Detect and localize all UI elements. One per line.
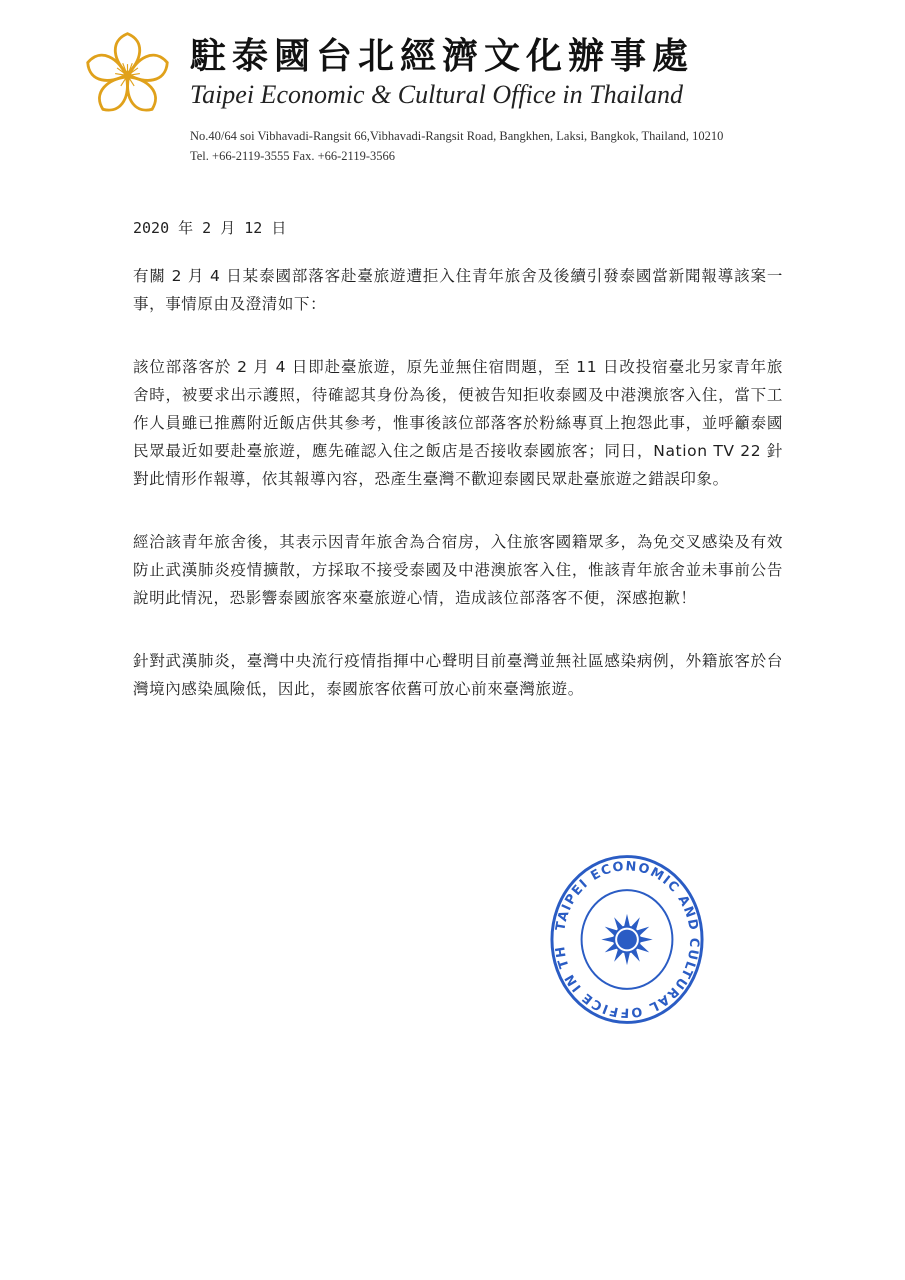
plum-blossom-logo-icon <box>80 28 175 123</box>
phone-fax-line: Tel. +66-2119-3555 Fax. +66-2119-3566 <box>190 149 395 163</box>
svg-text:TAIPEI ECONOMIC AND CULTURAL O: TAIPEI ECONOMIC AND CULTURAL OFFICE IN TH <box>552 859 702 1020</box>
office-name-english: Taipei Economic & Cultural Office in Thailand <box>190 80 684 109</box>
office-name-chinese: 駐泰國台北經濟文化辦事處 <box>190 35 695 77</box>
paragraph-hostel-response: 經洽該青年旅舍後，其表示因青年旅舍為合宿房，入住旅客國籍眾多，為免交叉感染及有效防止武漢肺炎疫情擴散，方採取不接受泰國及中港澳旅客入住，惟該青年旅舍並未事前公告說明此情況，恐影響泰國旅客來臺旅遊心情，造成該位部落客不便，深感抱歉！ <box>133 533 783 607</box>
address-line: No.40/64 soi Vibhavadi-Rangsit 66,Vibhavadi-Rangsit Road, Bangkhen, Laksi, Bangkok, Thailand, 10210 <box>190 129 724 143</box>
letter-body <box>133 262 783 738</box>
paragraph-intro: 有關 2 月 4 日某泰國部落客赴臺旅遊遭拒入住青年旅舍及後續引發泰國當新聞報導該案一事，事情原由及澄清如下： <box>133 267 783 313</box>
paragraph-covid-statement: 針對武漢肺炎，臺灣中央流行疫情指揮中心聲明目前臺灣並無社區感染病例，外籍旅客於台灣境內感染風險低，因此，泰國旅客依舊可放心前來臺灣旅遊。 <box>133 652 783 698</box>
letter-date: 2020 年 2 月 12 日 <box>133 219 287 237</box>
paragraph-incident: 該位部落客於 2 月 4 日即赴臺旅遊，原先並無住宿問題，至 11 日改投宿臺北另家青年旅舍時，被要求出示護照，待確認其身份為後，便被告知拒收泰國及中港澳旅客入住，當下工作人員雖已推薦附近飯店供其參考，惟事後該位部落客於粉絲專頁上抱怨此事，並呼籲泰國民眾最近如要赴臺旅遊，應先確認入住之飯店是否接收泰國旅客；同日，Nation TV 22 針對此情形作報導，依其報導內容，恐產生臺灣不歡迎泰國民眾赴臺旅遊之錯誤印象。 <box>133 358 783 488</box>
official-seal-stamp <box>548 852 706 1027</box>
office-address-block <box>190 126 723 166</box>
